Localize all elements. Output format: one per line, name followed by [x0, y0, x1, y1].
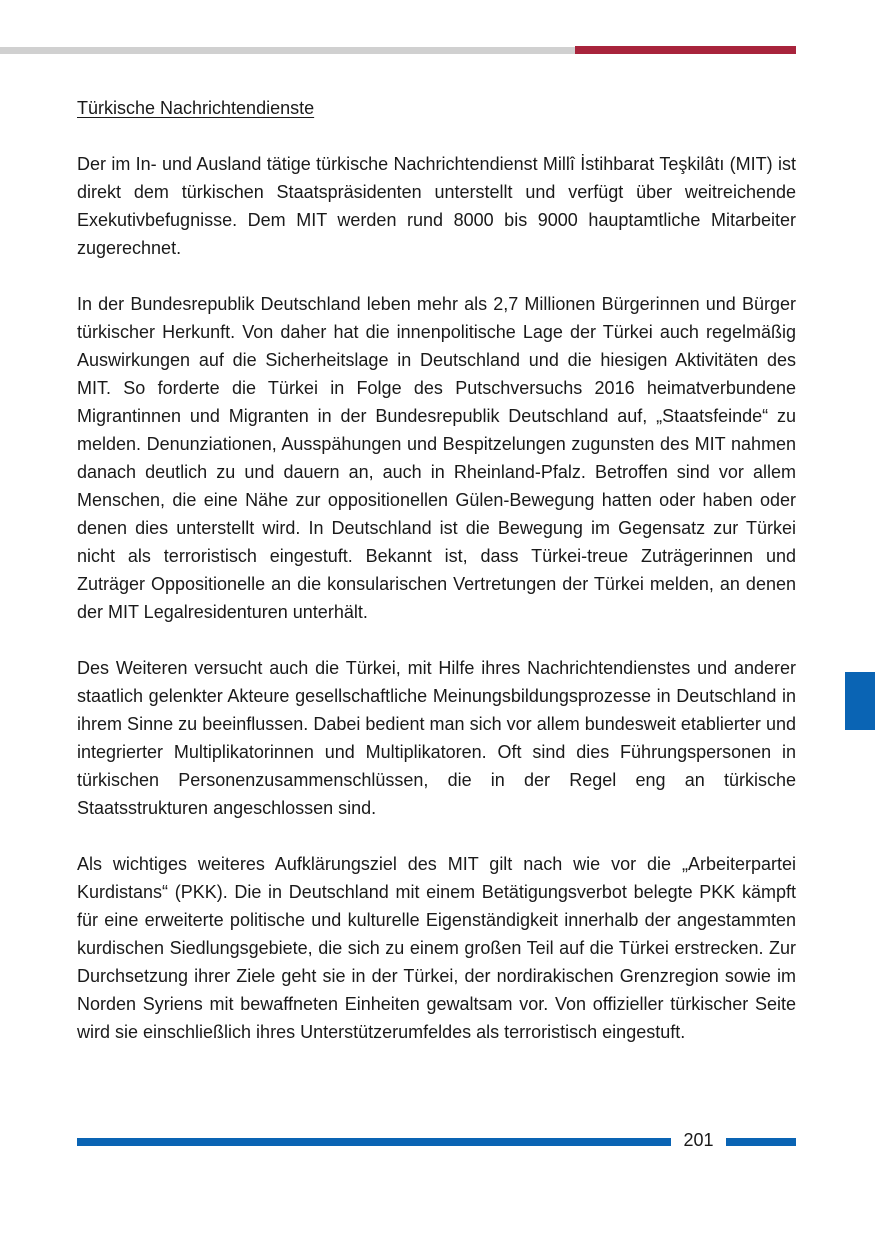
chapter-tab-marker	[845, 672, 875, 730]
header-rule-red	[575, 46, 796, 54]
paragraph-influence: Des Weiteren versucht auch die Türkei, mit Hilfe ihres Nachrichtendienstes und anderer staatlich gelenkter Akteure gesellschaftliche Meinungsbildungsprozesse in Deutschland in ihrem Sinne zu beeinflussen. Dabei bedient man sich vor allem bundesweit etablierter und integrierter Multiplikatorinnen und Multiplikatoren. Oft sind dies Führungspersonen in türkischen Personenzusammenschlüssen, die in der Regel eng an türkische Staatsstrukturen angeschlossen sind.	[77, 658, 796, 818]
paragraph-turkish-citizens: In der Bundesrepublik Deutschland leben mehr als 2,7 Millionen Bürgerinnen und Bürger türkischer Herkunft. Von daher hat die innenpolitische Lage der Türkei auch regelmäßig Auswirkungen auf die Sicherheitslage in Deutschland und die hiesigen Aktivitäten des MIT. So forderte die Türkei in Folge des Putschversuchs 2016 heimatverbundene Migrantinnen und Migranten in der Bundesrepublik Deutschland auf, „Staatsfeinde“ zu melden. Denunziationen, Ausspähungen und Bespitzelungen zugunsten des MIT nahmen danach deutlich zu und dauern an, auch in Rheinland-Pfalz. Betroffen sind vor allem Menschen, die eine Nähe zur oppositionellen Gülen-Bewegung hatten oder haben oder denen dies unterstellt wird. In Deutschland ist die Bewegung im Gegensatz zur Türkei nicht als terroristisch eingestuft. Bekannt ist, dass Türkei-treue Zuträgerinnen und Zuträger Oppositionelle an die konsularischen Vertretungen der Türkei melden, an denen der MIT Legalresidenturen unterhält.	[77, 294, 796, 622]
page-content	[77, 94, 796, 1046]
page-number: 201	[683, 1130, 714, 1150]
section-heading: Türkische Nachrichtendienste	[77, 98, 315, 118]
footer-rule-right	[726, 1138, 796, 1146]
paragraph-pkk: Als wichtiges weiteres Aufklärungsziel des MIT gilt nach wie vor die „Arbeiterpartei Kurdistans“ (PKK). Die in Deutschland mit einem Betätigungsverbot belegte PKK kämpft für eine erweiterte politische und kulturelle Eigenständigkeit innerhalb der angestammten kurdischen Siedlungsgebiete, die sich zu einem großen Teil auf die Türkei erstrecken. Zur Durchsetzung ihrer Ziele geht sie in der Türkei, der nordirakischen Grenzregion sowie im Norden Syriens mit bewaffneten Einheiten gewaltsam vor. Von offizieller türkischer Seite wird sie einschließlich ihres Unterstützerumfeldes als terroristisch eingestuft.	[77, 854, 796, 1042]
header-rule-gray	[0, 47, 575, 54]
footer-rule-left	[77, 1138, 671, 1146]
paragraph-mit-intro: Der im In- und Ausland tätige türkische Nachrichtendienst Millî İstihbarat Teşkilâtı (MIT) ist direkt dem türkischen Staatspräsidenten unterstellt und verfügt über weitreichende Exekutivbefugnisse. Dem MIT werden rund 8000 bis 9000 hauptamtliche Mitarbeiter zugerechnet.	[77, 154, 796, 258]
